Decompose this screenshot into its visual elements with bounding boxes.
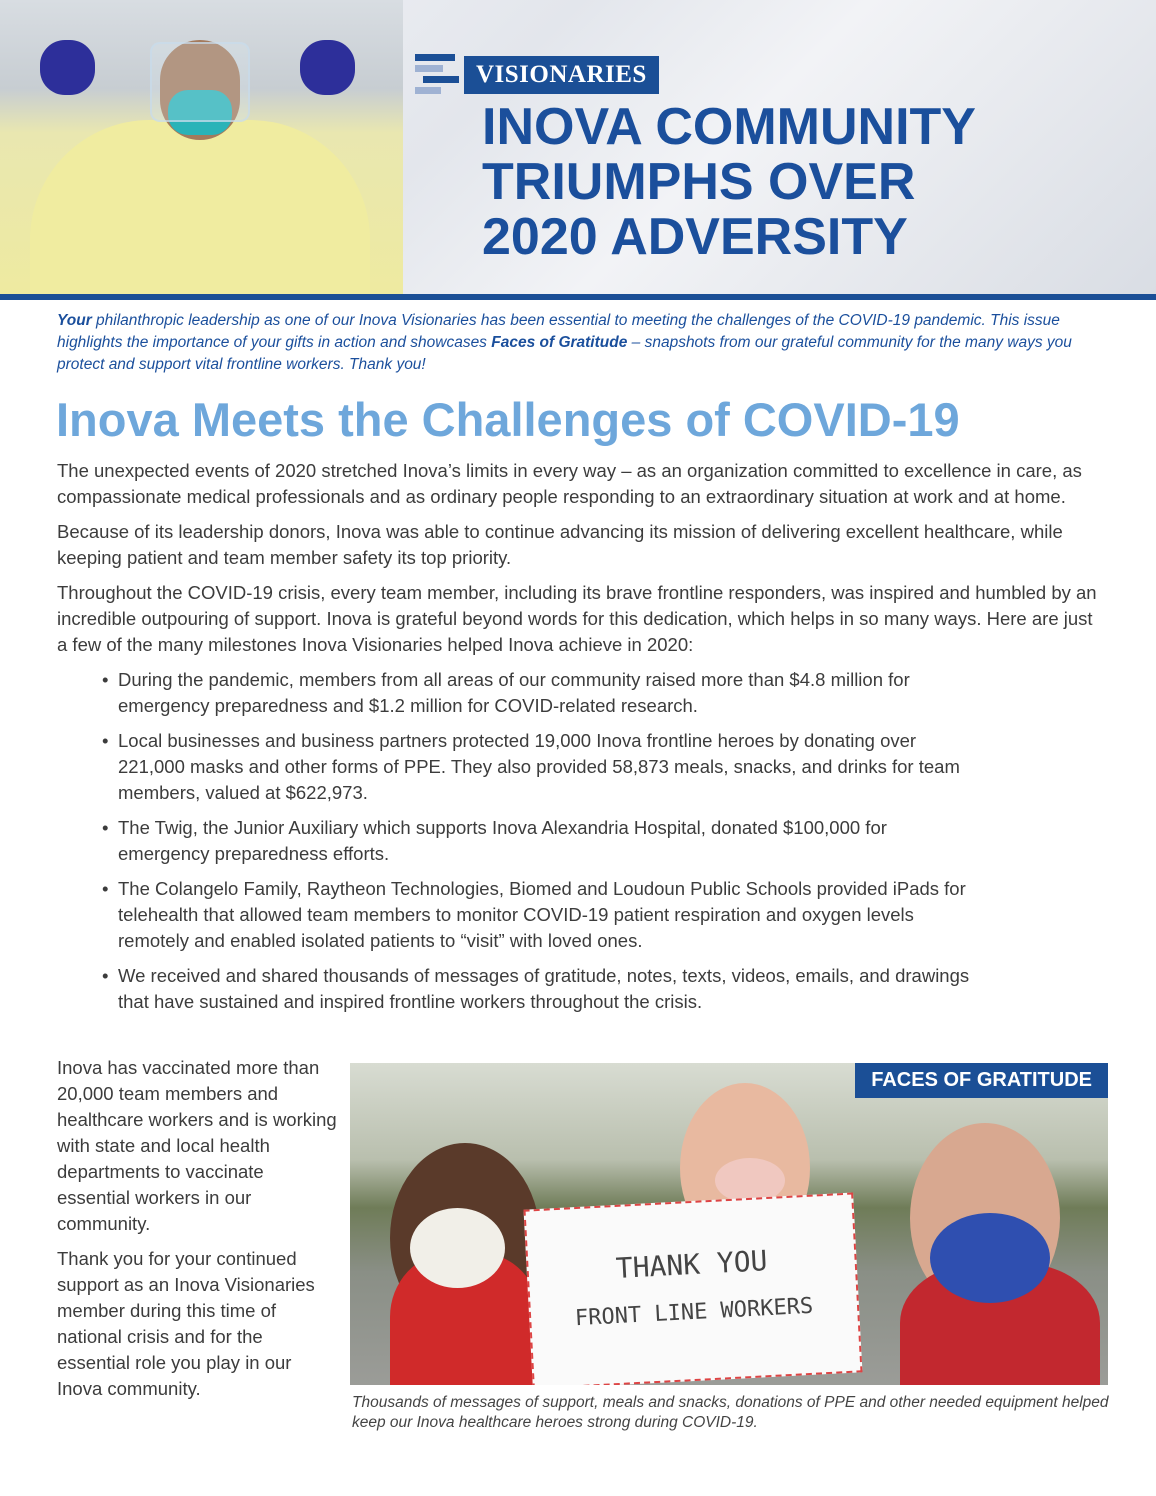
list-item: • During the pandemic, members from all areas of our community raised more than $4.8 million for emergency preparedness and $1.2 million for COVID-related research.	[102, 667, 982, 719]
paragraph: Throughout the COVID-19 crisis, every team member, including its brave frontline responders, was inspired and humbled by an incredible outpouring of support. Inova is grateful beyond words for this dedication, which helps in so many ways. Here are just a few of the many milestones Inova Visionaries helped Inova achieve in 2020:	[57, 582, 1097, 655]
title-line: TRIUMPHS OVER	[482, 153, 916, 211]
title-line: INOVA COMMUNITY	[482, 98, 976, 156]
logo-text: VISIONARIES	[464, 56, 659, 94]
paragraph: Thank you for your continued support as an Inova Visionaries member during this time of national crisis and for the essential role you play in our Inova community.	[57, 1248, 315, 1399]
section-heading: Inova Meets the Challenges of COVID-19	[56, 393, 960, 446]
intro-lead: Your	[57, 312, 92, 329]
list-item: • The Twig, the Junior Auxiliary which supports Inova Alexandria Hospital, donated $100,000 for emergency preparedness efforts.	[102, 815, 982, 867]
face-mask	[930, 1213, 1050, 1303]
thank-you-sign	[524, 1192, 863, 1385]
page-title	[482, 100, 976, 265]
face-mask	[410, 1208, 505, 1288]
list-item: • We received and shared thousands of messages of gratitude, notes, texts, videos, emails, and drawings that have sustained and inspired frontline workers throughout the crisis.	[102, 963, 982, 1015]
intro-part: philanthropic leadership as one of our Inova Visionaries has been essential to meeting the challenges of the COVID-19 pandemic. This issue highlights the importance of your gifts in action and showcases	[57, 312, 1060, 351]
paragraph: The unexpected events of 2020 stretched Inova’s limits in every way – as an organization committed to excellence in care, as compassionate medical professionals and as ordinary people responding to an extraordinary situation at work and at home.	[57, 460, 1082, 507]
intro-text	[57, 310, 1117, 376]
header-banner	[0, 0, 1156, 296]
sign-line: FRONT LINE WORKERS	[574, 1293, 814, 1332]
faces-of-gratitude-badge: FACES OF GRATITUDE	[855, 1063, 1108, 1098]
milestones-list	[102, 667, 1107, 1015]
list-item: • Local businesses and business partners protected 19,000 Inova frontline heroes by donating over 221,000 masks and other forms of PPE. They also provided 58,873 meals, snacks, and drinks for team members, valued at $622,973.	[102, 728, 982, 806]
title-line: 2020 ADVERSITY	[482, 208, 908, 266]
sign-line: THANK YOU	[614, 1244, 769, 1285]
logo-bars-icon	[415, 52, 460, 97]
list-item: • The Colangelo Family, Raytheon Technologies, Biomed and Loudoun Public Schools provided iPads for telehealth that allowed team members to monitor COVID-19 patient respiration and oxygen levels remotely and enabled isolated patients to “visit” with loved ones.	[102, 876, 982, 954]
paragraph: Because of its leadership donors, Inova was able to continue advancing its mission of delivering excellent healthcare, while keeping patient and team member safety its top priority.	[57, 521, 1063, 568]
side-column	[57, 1055, 337, 1411]
header-divider	[0, 294, 1156, 300]
visionaries-logo	[415, 52, 659, 97]
photo-caption: Thousands of messages of support, meals and snacks, donations of PPE and other needed equipment helped keep our Inova healthcare heroes strong during COVID-19.	[352, 1394, 1109, 1431]
hero-photo-frontline-worker	[0, 0, 403, 296]
intro-bold: Faces of Gratitude	[491, 334, 628, 351]
article-body	[57, 458, 1107, 1024]
paragraph: Inova has vaccinated more than 20,000 team members and healthcare workers and is working with state and local health departments to vaccinate essential workers in our community.	[57, 1057, 337, 1234]
intro-part: – snapshots from our grateful community for the many ways you protect and support vital frontline workers. Thank you!	[57, 334, 1072, 373]
faces-of-gratitude-photo	[350, 1063, 1108, 1385]
